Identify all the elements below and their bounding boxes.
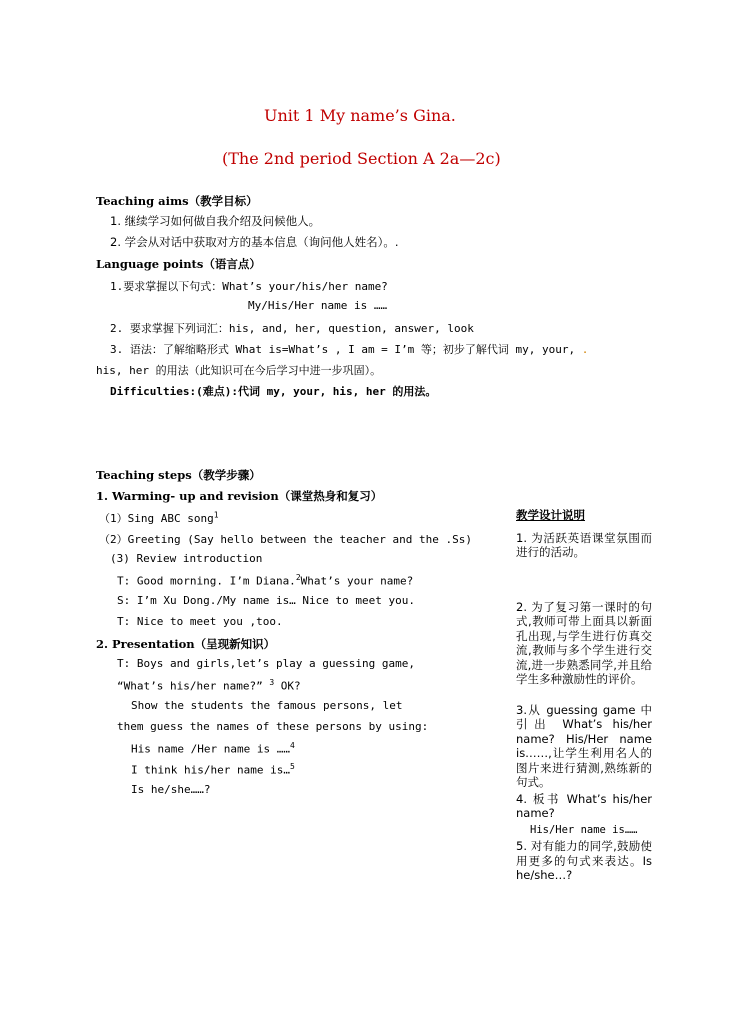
point-line: 1.要求掌握以下句式：What’s your/his/her name? (110, 280, 388, 293)
footnote-mark: 4 (289, 741, 295, 750)
footnote-mark: 2 (295, 573, 301, 582)
design-notes-heading: 教学设计说明 (516, 508, 585, 522)
step-line: them guess the names of these persons by using: (117, 720, 429, 733)
document-title: Unit 1 My name’s Gina. (264, 106, 456, 125)
footnote-mark: 3 (269, 678, 275, 687)
language-points-heading: Language points（语言点） (96, 257, 261, 271)
step-line: “What’s his/her name?” $^3$ OK? (117, 678, 301, 693)
point-line: My/His/Her name is …… (248, 299, 388, 312)
design-note: 3.从 guessing game 中引出 What’s his/her name? His/Her name is……,让学生利用名人的图片来进行猜测,熟练新的句式。 (516, 702, 652, 789)
design-note: 4. 板书 What’s his/her name? (516, 791, 652, 820)
step-line: His name /Her name is ……$^4$ (131, 741, 295, 756)
step-line: T: Boys and girls,let’s play a guessing game, (117, 657, 416, 670)
design-note: His/Her name is…… (530, 823, 638, 836)
teaching-steps-heading: Teaching steps（教学步骤） (96, 468, 261, 482)
point-line: his, her 的用法（此知识可在今后学习中进一步巩固）。 (96, 364, 382, 377)
step-line: S: I’m Xu Dong./My name is… Nice to meet you. (117, 594, 416, 607)
presentation-heading: 2. Presentation（呈现新知识） (96, 637, 276, 651)
design-note: 5. 对有能力的同学,鼓励使用更多的句式来表达。Is he/she…? (516, 839, 652, 882)
step-line: （1）Sing ABC song$^1$ (99, 510, 219, 525)
design-note: 2. 为了复习第一课时的句式,教师可带上面具以新面孔出现,与学生进行仿真交流,教师与多个学生进行交流,进一步熟悉同学,并且给学生多种激励性的评价。 (516, 599, 652, 686)
footnote-mark: 5 (289, 762, 295, 771)
difficulties-line: Difficulties:(难点):代词 my, your, his, her 的用法。 (110, 385, 437, 398)
step-line: (3) Review introduction (110, 552, 263, 565)
step-line: I think his/her name is…$^5$ (131, 762, 295, 777)
step-line: Is he/she……? (131, 783, 211, 796)
step-line: Show the students the famous persons, let (131, 699, 403, 712)
marker-dot: . (581, 343, 589, 356)
step-line: （2）Greeting (Say hello between the teacher and the .Ss) (99, 533, 472, 546)
warming-up-heading: 1. Warming- up and revision（课堂热身和复习） (96, 489, 383, 503)
aim-item: 2. 学会从对话中获取对方的基本信息（询问他人姓名）。. (110, 235, 399, 249)
step-line: T: Good morning. I’m Diana.$^2$What’s your name? (117, 573, 414, 588)
point-line: 2. 要求掌握下列词汇：his, and, her, question, answer, look (110, 322, 474, 335)
document-subtitle: (The 2nd period Section A 2a—2c) (222, 149, 501, 168)
teaching-aims-heading: Teaching aims（教学目标） (96, 194, 258, 208)
design-notes-column (516, 508, 652, 895)
step-line: T: Nice to meet you ,too. (117, 615, 283, 628)
aim-item: 1. 继续学习如何做自我介绍及问候他人。 (110, 214, 321, 228)
footnote-mark: 1 (213, 510, 219, 520)
point-line: 3. 语法：了解缩略形式 What is=What’s , I am = I’m 等；初步了解代词 my, your, . (110, 343, 589, 356)
design-note: 1. 为活跃英语课堂氛围而进行的活动。 (516, 530, 652, 559)
